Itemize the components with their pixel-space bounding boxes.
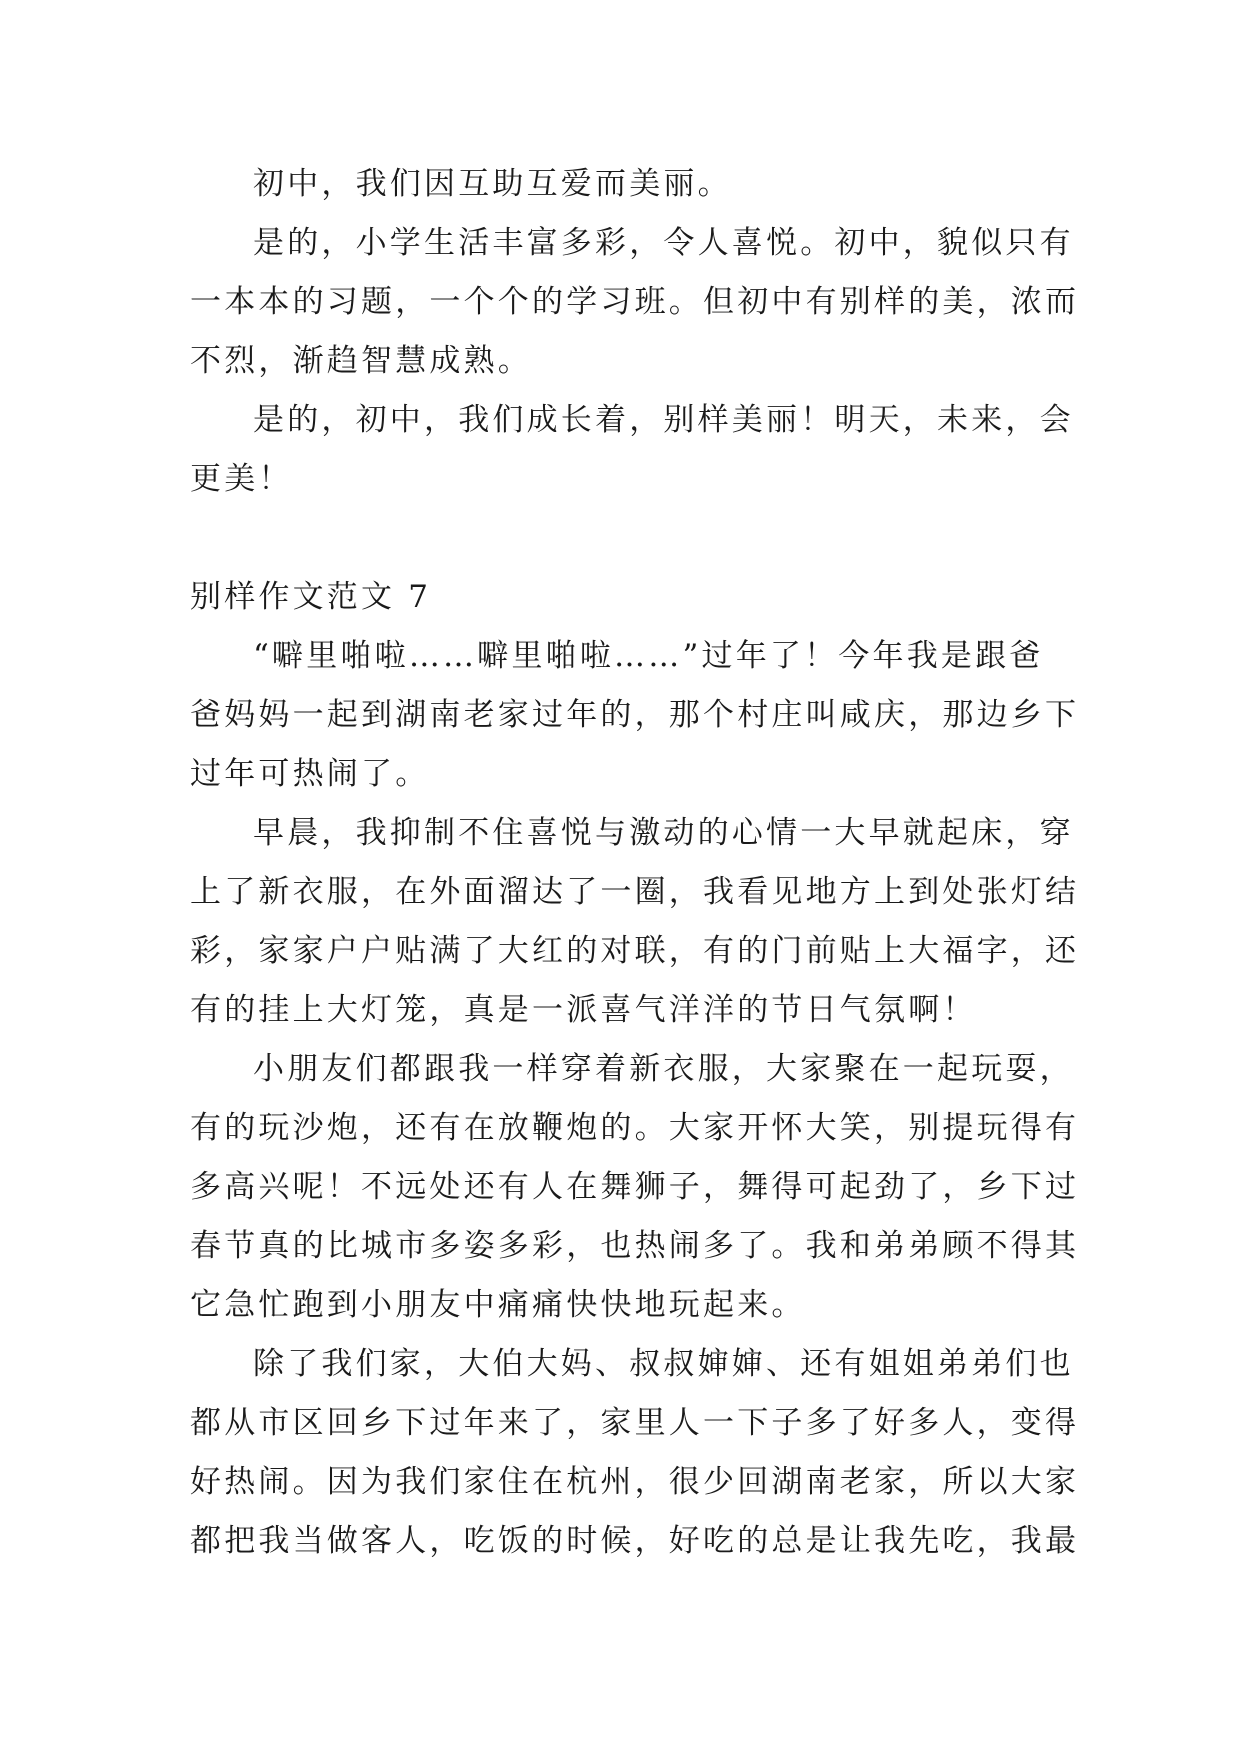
paragraph-line: 除了我们家，大伯大妈、叔叔婶婶、还有姐姐弟弟们也 xyxy=(253,1346,1074,1382)
paragraph-line: 是的，初中，我们成长着，别样美丽！明天，未来，会 xyxy=(253,402,1074,438)
paragraph-line: 爸妈妈一起到湖南老家过年的，那个村庄叫咸庆，那边乡下 xyxy=(190,697,1080,733)
paragraph-line: “噼里啪啦……噼里啪啦……”过年了！今年我是跟爸 xyxy=(253,638,1044,674)
paragraph-line: 彩，家家户户贴满了大红的对联，有的门前贴上大福字，还 xyxy=(190,933,1080,969)
paragraph-line: 有的挂上大灯笼，真是一派喜气洋洋的节日气氛啊！ xyxy=(190,992,977,1028)
paragraph-line: 小朋友们都跟我一样穿着新衣服，大家聚在一起玩耍， xyxy=(253,1051,1074,1087)
paragraph-line: 不烈，渐趋智慧成熟。 xyxy=(190,343,532,379)
paragraph-line: 是的，小学生活丰富多彩，令人喜悦。初中，貌似只有 xyxy=(253,225,1074,261)
paragraph-line: 春节真的比城市多姿多彩，也热闹多了。我和弟弟顾不得其 xyxy=(190,1228,1080,1264)
paragraph-line: 上了新衣服，在外面溜达了一圈，我看见地方上到处张灯结 xyxy=(190,874,1080,910)
paragraph-line: 多高兴呢！不远处还有人在舞狮子，舞得可起劲了，乡下过 xyxy=(190,1169,1080,1205)
paragraph-line: 更美！ xyxy=(190,461,293,497)
paragraph-line: 早晨，我抑制不住喜悦与激动的心情一大早就起床，穿 xyxy=(253,815,1074,851)
paragraph-line: 都从市区回乡下过年来了，家里人一下子多了好多人，变得 xyxy=(190,1405,1080,1441)
paragraph-line: 一本本的习题，一个个的学习班。但初中有别样的美，浓而 xyxy=(190,284,1080,320)
paragraph-line: 都把我当做客人，吃饭的时候，好吃的总是让我先吃，我最 xyxy=(190,1523,1080,1559)
paragraph-line: 它急忙跑到小朋友中痛痛快快地玩起来。 xyxy=(190,1287,806,1323)
paragraph-line: 好热闹。因为我们家住在杭州，很少回湖南老家，所以大家 xyxy=(190,1464,1080,1500)
paragraph-line: 过年可热闹了。 xyxy=(190,756,430,792)
section-heading: 别样作文范文 7 xyxy=(190,579,432,615)
paragraph-line: 有的玩沙炮，还有在放鞭炮的。大家开怀大笑，别提玩得有 xyxy=(190,1110,1080,1146)
paragraph-line: 初中，我们因互助互爱而美丽。 xyxy=(253,166,732,202)
